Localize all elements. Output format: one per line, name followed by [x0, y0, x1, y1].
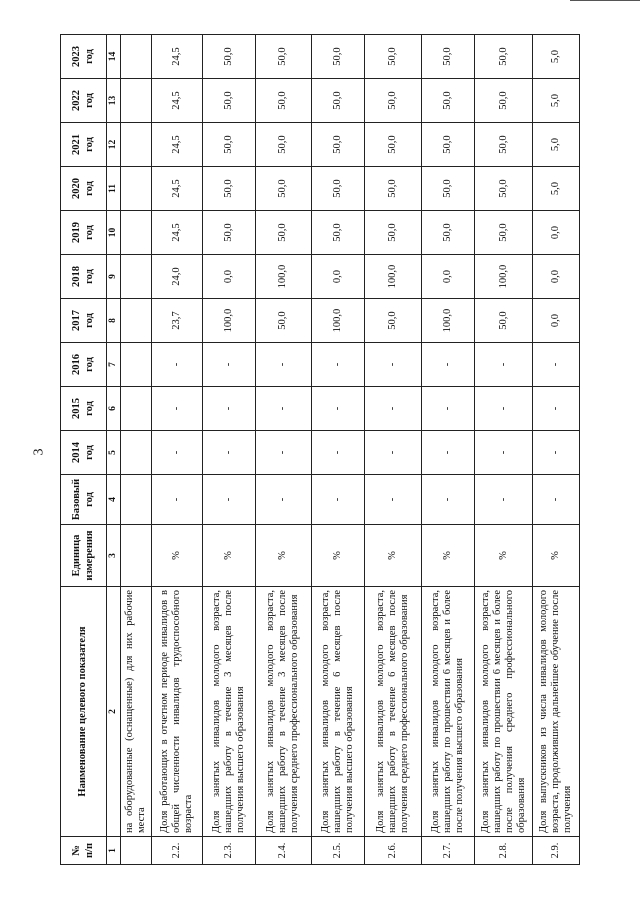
value-cell: 50,0	[422, 167, 475, 211]
value-cell: -	[364, 431, 421, 475]
value-cell: 0,0	[532, 255, 579, 299]
value-cell: 50,0	[256, 123, 311, 167]
table-row	[422, 35, 475, 865]
value-cell: 50,0	[475, 79, 532, 123]
table-row	[202, 35, 255, 865]
indicator-name: на оборудованные (оснащенные) для них рабочие места	[121, 587, 152, 837]
unit-cell: %	[256, 525, 311, 587]
value-cell: -	[311, 431, 364, 475]
value-cell: 50,0	[364, 35, 421, 79]
value-cell: -	[151, 343, 202, 387]
value-cell: 50,0	[256, 167, 311, 211]
table-row	[151, 35, 202, 865]
indicator-name: Доля работающих в отчетном периоде инвалидов в общей численности инвалидов трудоспособного возраста	[151, 587, 202, 837]
value-cell: 50,0	[202, 79, 255, 123]
value-cell	[121, 123, 152, 167]
header-2018: 2018 год	[61, 255, 107, 299]
value-cell: 100,0	[422, 299, 475, 343]
colnum: 11	[107, 167, 121, 211]
value-cell: 24,5	[151, 35, 202, 79]
indicator-name: Доля занятых инвалидов молодого возраста, нашедших работу в течение 3 месяцев после получения среднего профессионального образования	[256, 587, 311, 837]
value-cell: 50,0	[364, 211, 421, 255]
value-cell: -	[532, 387, 579, 431]
value-cell: 5,0	[532, 79, 579, 123]
table-row	[475, 35, 532, 865]
indicator-name: Доля выпускников из числа инвалидов молодого возраста, продолживших дальнейшее обучение после получения	[532, 587, 579, 837]
value-cell: 50,0	[202, 167, 255, 211]
value-cell: 100,0	[256, 255, 311, 299]
value-cell: -	[364, 387, 421, 431]
header-row	[61, 35, 107, 865]
unit-cell: %	[422, 525, 475, 587]
value-cell: 50,0	[422, 211, 475, 255]
colnum: 4	[107, 475, 121, 525]
colnum: 10	[107, 211, 121, 255]
table-row	[532, 35, 579, 865]
value-cell: 50,0	[475, 123, 532, 167]
header-name: Наименование целевого показателя	[61, 587, 107, 837]
row-index: 2.7.	[422, 837, 475, 865]
value-cell: -	[151, 475, 202, 525]
unit-cell: %	[311, 525, 364, 587]
value-cell: 0,0	[532, 211, 579, 255]
row-index: 2.5.	[311, 837, 364, 865]
value-cell: 50,0	[364, 167, 421, 211]
unit-cell: %	[532, 525, 579, 587]
header-2023: 2023 год	[61, 35, 107, 79]
value-cell: 24,5	[151, 123, 202, 167]
column-number-row	[107, 35, 121, 865]
header-2014: 2014 год	[61, 431, 107, 475]
value-cell: 0,0	[202, 255, 255, 299]
colnum: 1	[107, 837, 121, 865]
row-index: 2.4.	[256, 837, 311, 865]
header-2019: 2019 год	[61, 211, 107, 255]
value-cell: 50,0	[422, 35, 475, 79]
value-cell	[121, 387, 152, 431]
value-cell: 50,0	[311, 35, 364, 79]
value-cell: 50,0	[202, 211, 255, 255]
colnum: 6	[107, 387, 121, 431]
value-cell: -	[151, 387, 202, 431]
value-cell: 50,0	[364, 299, 421, 343]
header-2016: 2016 год	[61, 343, 107, 387]
value-cell: -	[256, 431, 311, 475]
value-cell: 24,0	[151, 255, 202, 299]
value-cell: 100,0	[311, 299, 364, 343]
indicator-name: Доля занятых инвалидов молодого возраста, нашедших работу в течение 6 месяцев после получения среднего профессионального образования	[364, 587, 421, 837]
value-cell: 50,0	[311, 211, 364, 255]
value-cell: -	[256, 343, 311, 387]
colnum: 8	[107, 299, 121, 343]
value-cell: 5,0	[532, 167, 579, 211]
rotated-table-wrapper	[60, 35, 580, 865]
value-cell: 50,0	[256, 79, 311, 123]
indicator-name: Доля занятых инвалидов молодого возраста, нашедших работу по прошествии 6 месяцев и более после получения среднего профессионального образования	[475, 587, 532, 837]
value-cell: -	[422, 387, 475, 431]
indicator-name: Доля занятых инвалидов молодого возраста, нашедших работу по прошествии 6 месяцев и более после получения высшего образования	[422, 587, 475, 837]
value-cell: 0,0	[532, 299, 579, 343]
value-cell: 50,0	[475, 35, 532, 79]
value-cell: 50,0	[364, 123, 421, 167]
unit-cell: %	[364, 525, 421, 587]
value-cell: 50,0	[202, 35, 255, 79]
unit-cell: %	[151, 525, 202, 587]
value-cell: -	[475, 431, 532, 475]
value-cell: 5,0	[532, 35, 579, 79]
row-index: 2.6.	[364, 837, 421, 865]
value-cell: -	[202, 343, 255, 387]
value-cell	[121, 255, 152, 299]
value-cell: 100,0	[475, 255, 532, 299]
value-cell: -	[256, 387, 311, 431]
value-cell: -	[475, 475, 532, 525]
value-cell	[121, 79, 152, 123]
value-cell: 24,5	[151, 211, 202, 255]
colnum: 14	[107, 35, 121, 79]
value-cell: 50,0	[475, 299, 532, 343]
value-cell: 23,7	[151, 299, 202, 343]
row-index	[121, 837, 152, 865]
value-cell: -	[311, 387, 364, 431]
value-cell	[121, 211, 152, 255]
colnum: 3	[107, 525, 121, 587]
indicator-name: Доля занятых инвалидов молодого возраста, нашедших работу в течение 6 месяцев после получения высшего образования	[311, 587, 364, 837]
value-cell: -	[422, 475, 475, 525]
colnum: 2	[107, 587, 121, 837]
value-cell	[121, 35, 152, 79]
value-cell: -	[202, 475, 255, 525]
value-cell: 5,0	[532, 123, 579, 167]
value-cell: -	[475, 387, 532, 431]
header-unit: Единица измерения	[61, 525, 107, 587]
header-2020: 2020 год	[61, 167, 107, 211]
colnum: 12	[107, 123, 121, 167]
value-cell: 50,0	[475, 211, 532, 255]
value-cell: 0,0	[422, 255, 475, 299]
table-row	[364, 35, 421, 865]
value-cell: 100,0	[202, 299, 255, 343]
value-cell: -	[364, 475, 421, 525]
row-index: 2.9.	[532, 837, 579, 865]
value-cell: 50,0	[422, 79, 475, 123]
value-cell: -	[422, 431, 475, 475]
value-cell	[121, 431, 152, 475]
value-cell: 24,5	[151, 167, 202, 211]
value-cell: 50,0	[202, 123, 255, 167]
value-cell: -	[202, 387, 255, 431]
indicators-table	[60, 34, 580, 865]
header-2021: 2021 год	[61, 123, 107, 167]
value-cell: 50,0	[422, 123, 475, 167]
value-cell: 50,0	[256, 211, 311, 255]
row-index: 2.2.	[151, 837, 202, 865]
value-cell: -	[311, 343, 364, 387]
row-index: 2.8.	[475, 837, 532, 865]
value-cell: 0,0	[311, 255, 364, 299]
value-cell	[121, 343, 152, 387]
unit-cell: %	[202, 525, 255, 587]
page-number: 3	[31, 448, 47, 456]
table-body	[121, 35, 580, 865]
value-cell: -	[202, 431, 255, 475]
value-cell: 50,0	[311, 167, 364, 211]
value-cell: -	[422, 343, 475, 387]
value-cell: -	[364, 343, 421, 387]
value-cell: -	[532, 475, 579, 525]
value-cell: 100,0	[364, 255, 421, 299]
value-cell: 50,0	[256, 35, 311, 79]
header-2017: 2017 год	[61, 299, 107, 343]
value-cell: 50,0	[364, 79, 421, 123]
unit-cell: %	[475, 525, 532, 587]
value-cell: 24,5	[151, 79, 202, 123]
header-idx: № п/п	[61, 837, 107, 865]
colnum: 9	[107, 255, 121, 299]
value-cell: -	[532, 343, 579, 387]
table-row	[121, 35, 152, 865]
value-cell	[121, 475, 152, 525]
colnum: 7	[107, 343, 121, 387]
value-cell	[121, 167, 152, 211]
indicator-name: Доля занятых инвалидов молодого возраста, нашедших работу в течение 3 месяцев после получения высшего образования	[202, 587, 255, 837]
value-cell: -	[475, 343, 532, 387]
header-2015: 2015 год	[61, 387, 107, 431]
value-cell: 50,0	[311, 123, 364, 167]
value-cell: -	[532, 431, 579, 475]
header-2022: 2022 год	[61, 79, 107, 123]
value-cell: -	[256, 475, 311, 525]
value-cell: 50,0	[256, 299, 311, 343]
value-cell: -	[151, 431, 202, 475]
value-cell: 50,0	[311, 79, 364, 123]
table-row	[256, 35, 311, 865]
unit-cell	[121, 525, 152, 587]
colnum: 13	[107, 79, 121, 123]
value-cell: -	[311, 475, 364, 525]
colnum: 5	[107, 431, 121, 475]
row-index: 2.3.	[202, 837, 255, 865]
value-cell	[121, 299, 152, 343]
table-row	[311, 35, 364, 865]
header-base-year: Базовый год	[61, 475, 107, 525]
top-rule	[570, 0, 640, 1]
value-cell: 50,0	[475, 167, 532, 211]
